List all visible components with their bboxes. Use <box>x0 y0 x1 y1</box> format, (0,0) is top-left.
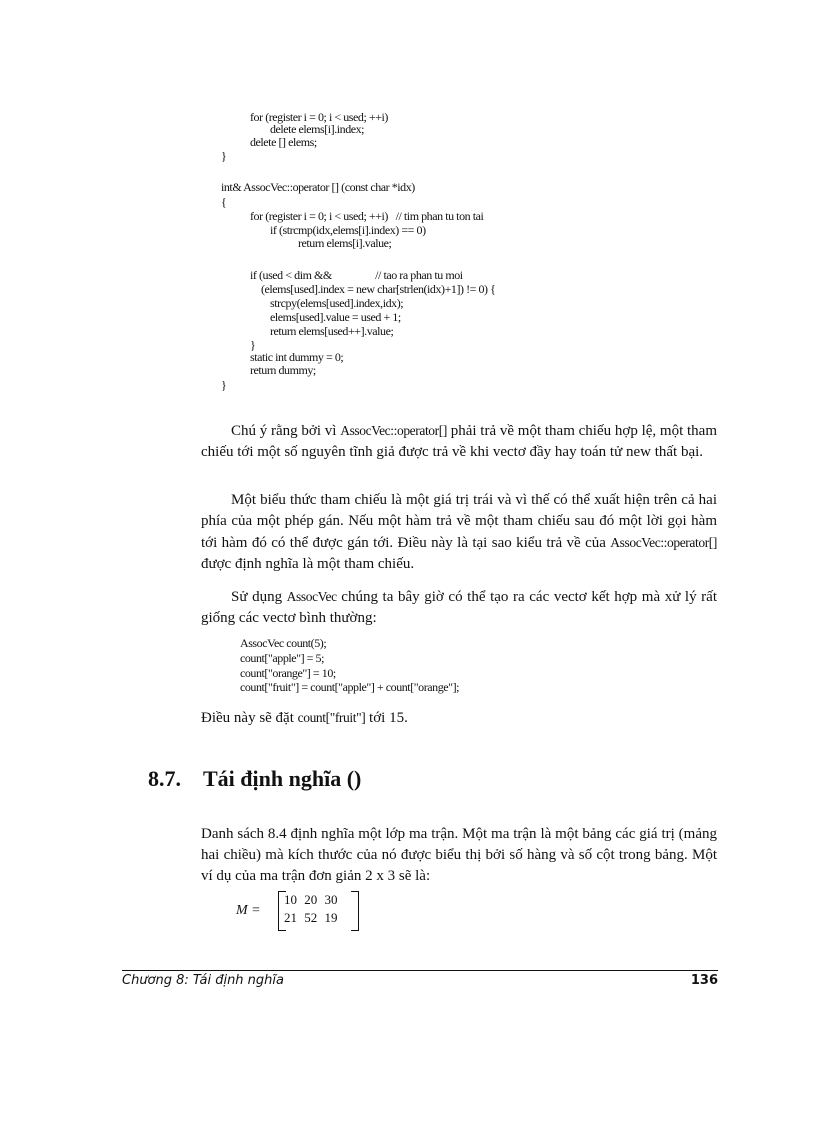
paragraph-4 <box>201 707 717 729</box>
inline-code: AssocVec::operator[] <box>610 535 717 550</box>
code-line: } <box>221 378 227 392</box>
matrix-row: 21 52 19 <box>284 910 338 925</box>
inline-code: AssocVec <box>286 589 337 604</box>
code-line: return elems[used++].value; <box>270 324 394 338</box>
matrix-row: 10 20 30 <box>284 892 338 907</box>
text: Sử dụng <box>231 589 287 605</box>
text: tới 15. <box>365 710 408 726</box>
code-line: } <box>221 149 227 163</box>
code-line: static int dummy = 0; <box>250 350 344 364</box>
section-title: Tái định nghĩa () <box>203 766 362 791</box>
code-line: AssocVec count(5); <box>240 636 327 650</box>
text: Chú ý rằng bởi vì <box>231 423 341 439</box>
code-block-operator <box>221 111 721 401</box>
text: Danh sách 8.4 định nghĩa một lớp ma trận. Một ma trận là một bảng các giá trị (mảng hai chiều) mà kích thước của nó được biểu thị bởi số hàng và số cột trong bảng. Một ví dụ của ma trận đơn giản 2 x 3 sẽ là: <box>201 826 717 884</box>
code-line: count["fruit"] = count["apple"] + count["orange"]; <box>240 680 460 694</box>
footer-chapter: Chương 8: Tái định nghĩa <box>122 973 284 988</box>
code-line: return dummy; <box>250 363 316 377</box>
code-line: delete elems[i].index; <box>270 122 365 136</box>
inline-code: AssocVec::operator[] <box>340 423 447 438</box>
code-line: if (strcmp(idx,elems[i].index) == 0) <box>270 223 426 237</box>
matrix-right-bracket <box>351 891 359 931</box>
text: chúng ta bây giờ có thể tạo ra các vectơ kết hợp mà xử lý rất giống các vectơ bình thường: <box>201 589 717 626</box>
paragraph-1 <box>201 420 717 463</box>
code-line: if (used < dim && // tao ra phan tu moi <box>250 268 463 282</box>
matrix-label: M = <box>236 903 261 918</box>
code-line: int& AssocVec::operator [] (const char *idx) <box>221 180 415 194</box>
code-line: for (register i = 0; i < used; ++i) <box>250 110 388 124</box>
text: được định nghĩa là một tham chiếu. <box>201 556 415 572</box>
inline-code: count["fruit"] <box>297 710 366 725</box>
code-line: count["apple"] = 5; <box>240 651 324 665</box>
code-block-usage <box>240 637 720 697</box>
code-line: } <box>250 338 256 352</box>
footer-rule <box>122 970 718 971</box>
code-line: count["orange"] = 10; <box>240 666 336 680</box>
text: Một biểu thức tham chiếu là một giá trị trái và vì thế có thể xuất hiện trên cả hai phía của một phép gán. Nếu một hàm trả về một tham chiếu sau đó một lời gọi hàm tới hàm đó có thể được gán tới. Điều này là tại sao kiểu trả về của <box>201 492 717 551</box>
code-line: (elems[used].index = new char[strlen(idx)+1]) != 0) { <box>261 282 496 296</box>
section-heading <box>148 766 361 792</box>
code-line: return elems[i].value; <box>298 236 392 250</box>
paragraph-5 <box>201 824 717 887</box>
code-line: { <box>221 195 227 209</box>
code-line: for (register i = 0; i < used; ++i) // tim phan tu ton tai <box>250 209 484 223</box>
text: phải trả về một tham chiếu hợp lệ, một tham chiếu tới một số nguyên tĩnh giả được trả về khi vectơ đầy hay toán tử new thất bại. <box>201 423 717 460</box>
paragraph-3 <box>201 586 717 629</box>
code-line: delete [] elems; <box>250 135 317 149</box>
paragraph-2 <box>201 490 717 575</box>
text: Điều này sẽ đặt <box>201 710 298 726</box>
code-line: strcpy(elems[used].index,idx); <box>270 296 404 310</box>
page-number: 136 <box>690 973 718 988</box>
section-number: 8.7. <box>148 766 181 791</box>
code-line: elems[used].value = used + 1; <box>270 310 401 324</box>
